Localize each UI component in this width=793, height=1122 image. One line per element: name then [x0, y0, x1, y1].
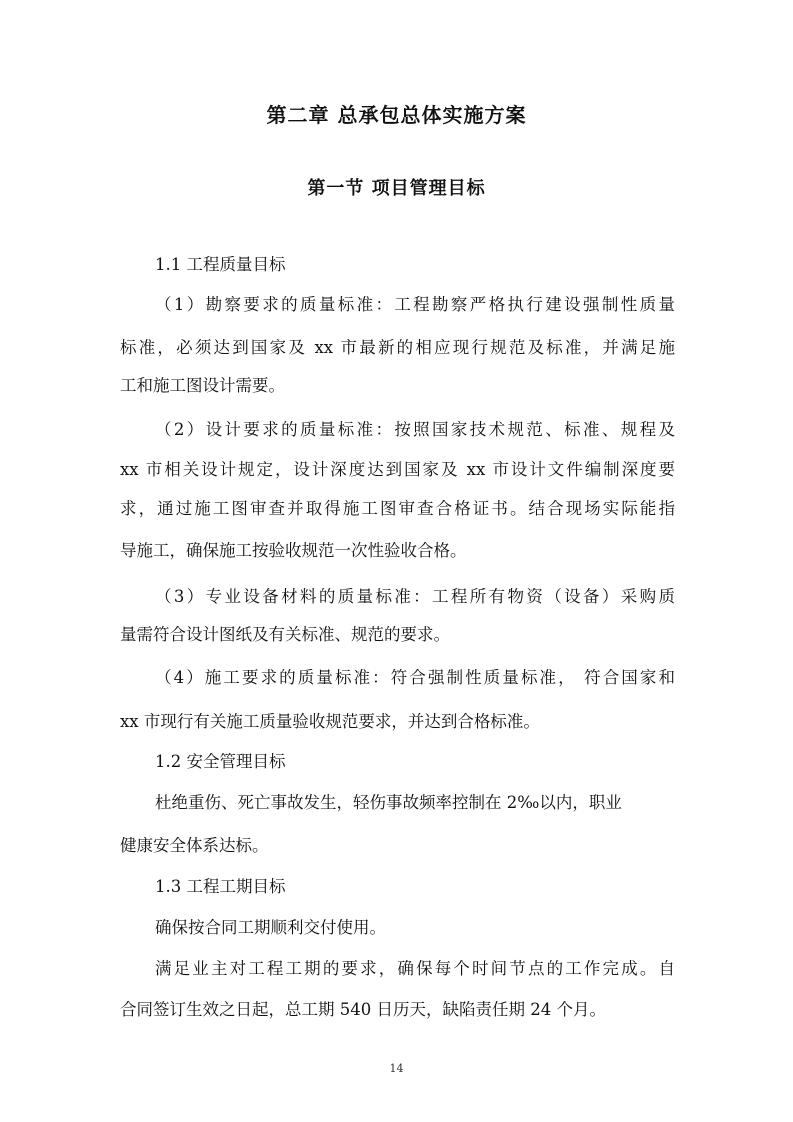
page-number: 14 — [389, 1062, 404, 1075]
subsection-heading-safety: 1.2 安全管理目标 — [155, 752, 286, 771]
paragraph-line: （1）勘察要求的质量标准：工程勘察严格执行建设强制性质量 — [155, 295, 675, 314]
subsection-heading-quality: 1.1 工程质量目标 — [155, 255, 286, 274]
paragraph-line: （3）专业设备材料的质量标准：工程所有物资（设备）采购质 — [155, 587, 675, 606]
subsection-heading-schedule: 1.3 工程工期目标 — [155, 877, 286, 896]
paragraph-line: 确保按合同工期顺利交付使用。 — [155, 918, 386, 937]
paragraph-line: 满足业主对工程工期的要求，确保每个时间节点的工作完成。自 — [155, 959, 675, 978]
paragraph-line: 健康安全体系达标。 — [120, 836, 269, 855]
paragraph-line: xx 市相关设计规定，设计深度达到国家及 xx 市设计文件编制深度要 — [120, 460, 675, 479]
paragraph-line: xx 市现行有关施工质量验收规范要求，并达到合格标准。 — [120, 712, 540, 731]
paragraph-line: （2）设计要求的质量标准：按照国家技术规范、标准、规程及 — [155, 420, 675, 439]
section-title: 第一节 项目管理目标 — [307, 178, 486, 199]
paragraph-line: 导施工，确保施工按验收规范一次性验收合格。 — [120, 541, 467, 560]
paragraph-line: 工和施工图设计需要。 — [120, 376, 285, 395]
paragraph-line: 合同签订生效之日起，总工期 540 日历天，缺陷责任期 24 个月。 — [120, 1000, 606, 1019]
paragraph-line: 求，通过施工图审查并取得施工图审查合格证书。结合现场实际能指 — [120, 499, 675, 518]
paragraph-line: （4）施工要求的质量标准：符合强制性质量标准， 符合国家和 — [155, 668, 675, 687]
paragraph-line: 杜绝重伤、死亡事故发生，轻伤事故频率控制在 2‰以内，职业 — [155, 793, 622, 812]
chapter-title: 第二章 总承包总体实施方案 — [266, 103, 527, 127]
paragraph-line: 标准，必须达到国家及 xx 市最新的相应现行规范及标准，并满足施 — [120, 338, 675, 357]
paragraph-line: 量需符合设计图纸及有关标准、规范的要求。 — [120, 625, 450, 644]
